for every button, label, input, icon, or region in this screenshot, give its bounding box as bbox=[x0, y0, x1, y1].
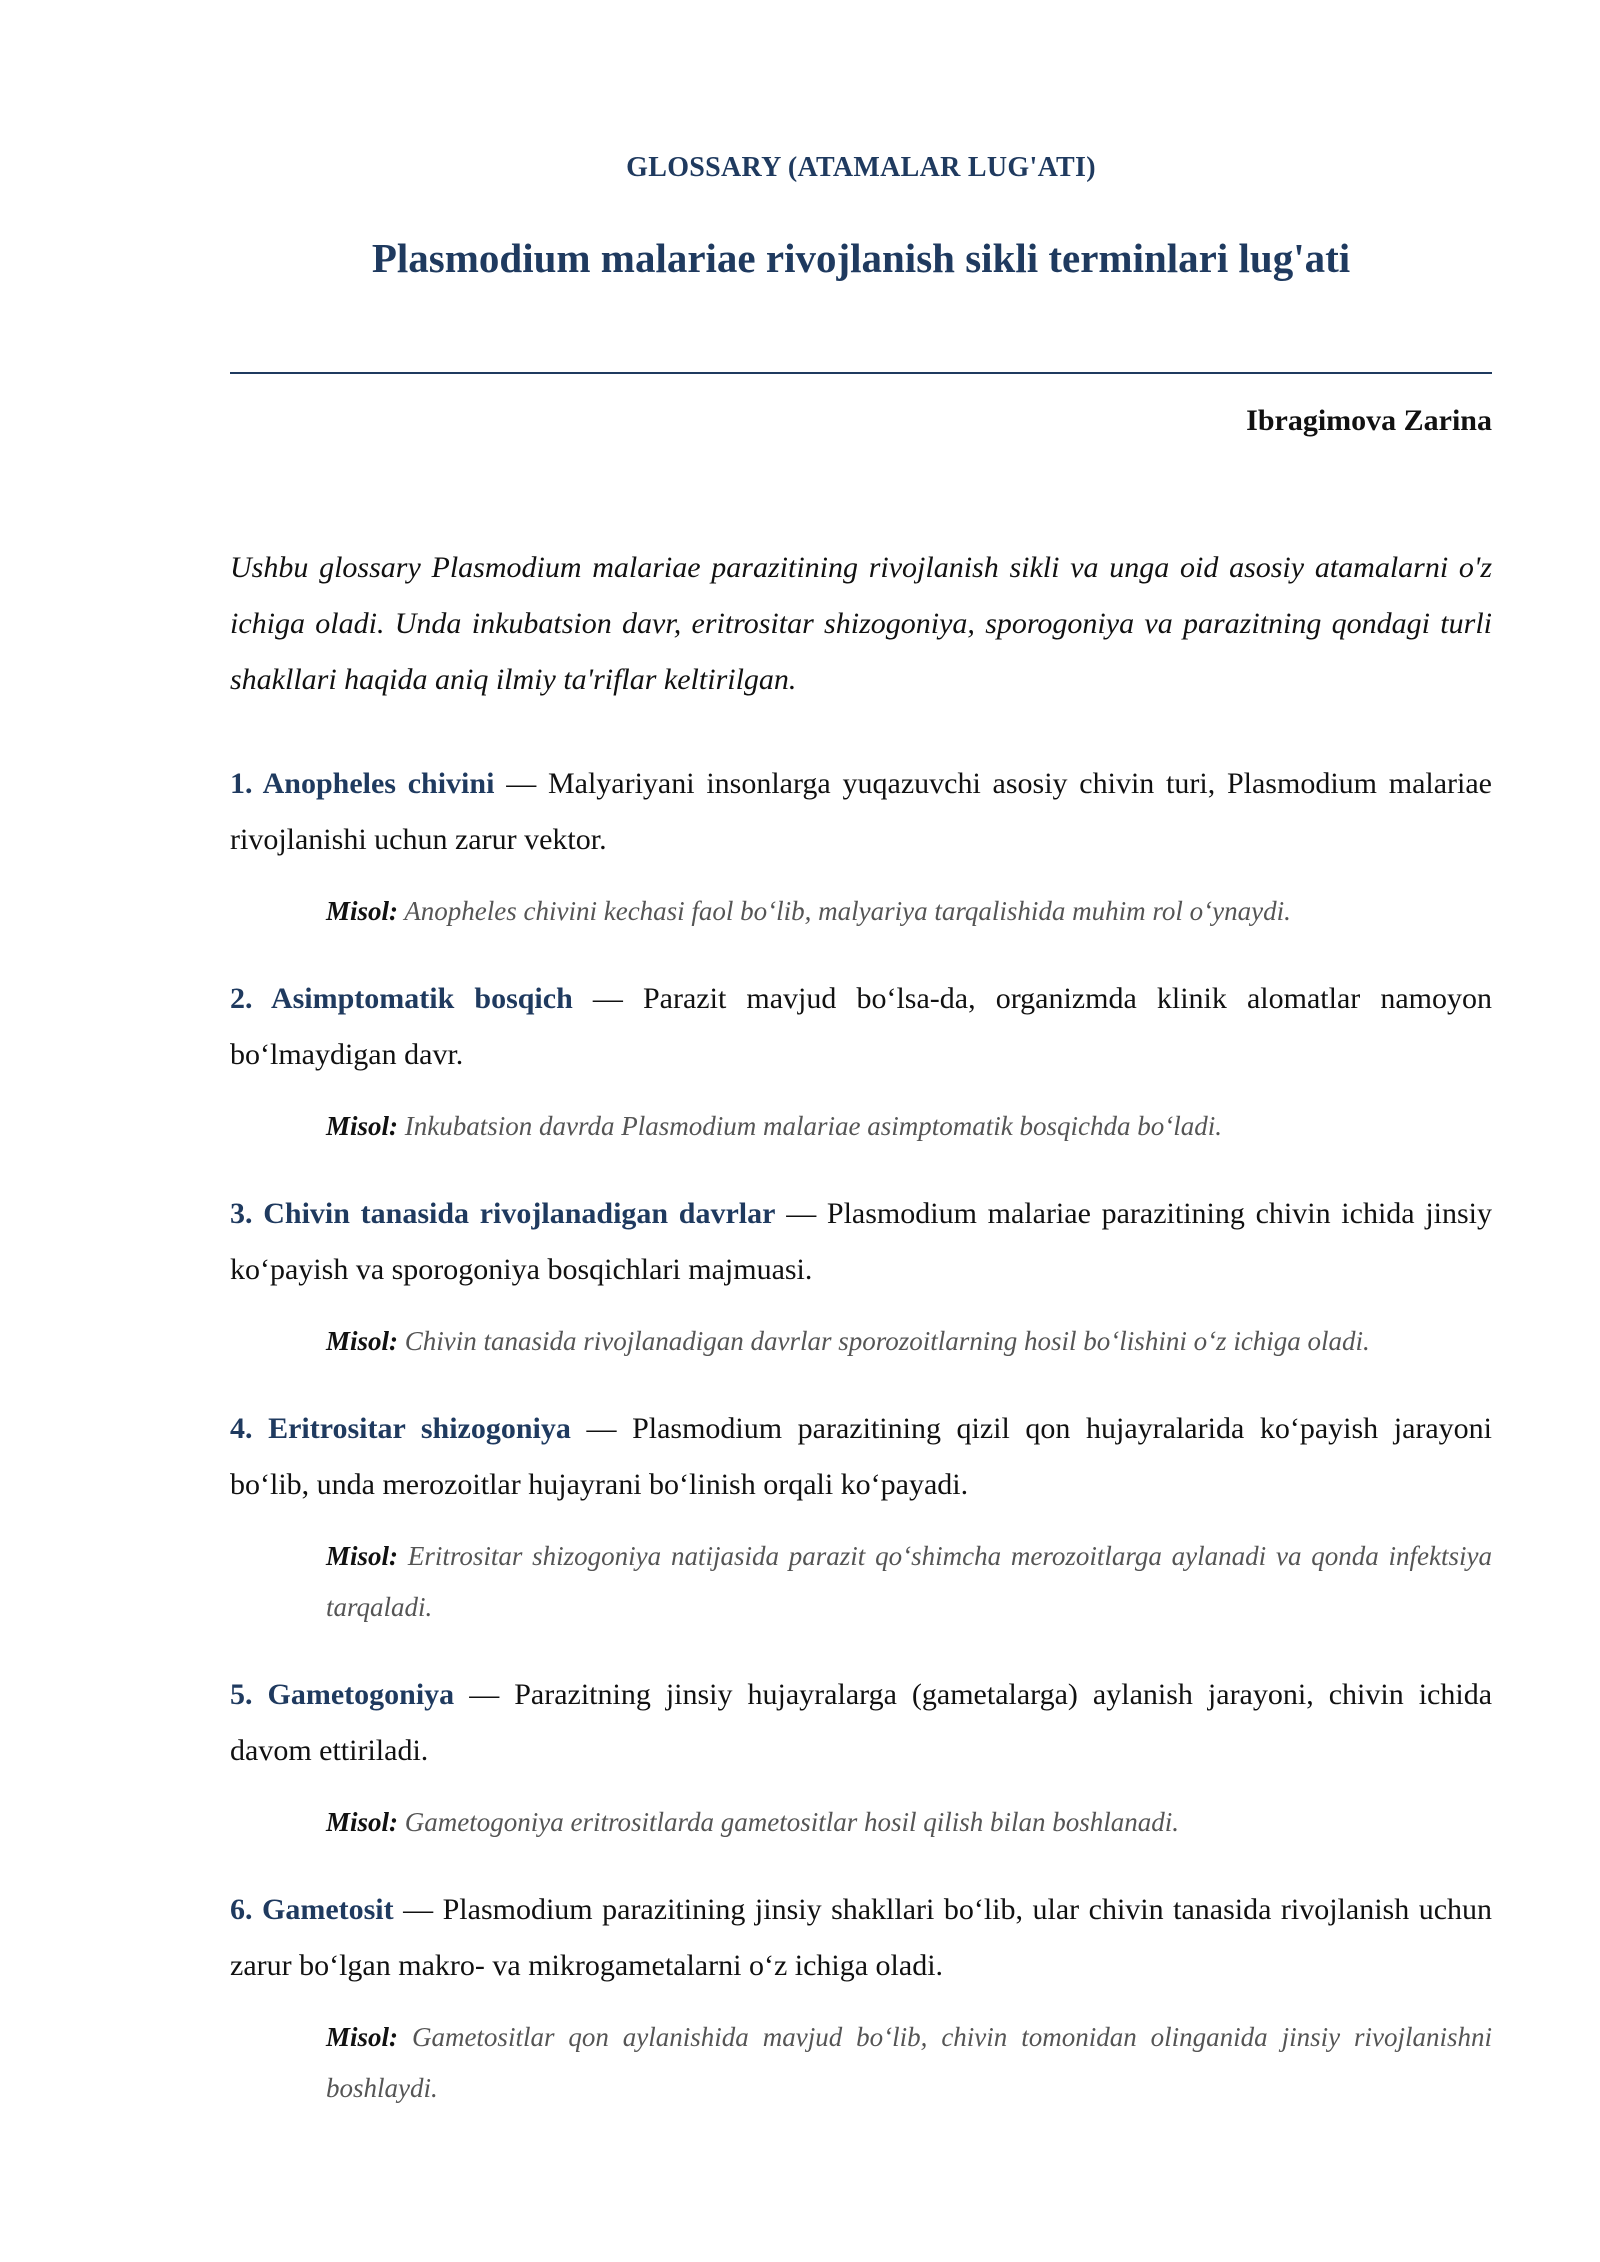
example-label: Misol: bbox=[326, 896, 399, 926]
example-label: Misol: bbox=[326, 1541, 399, 1571]
entry-definition: Malyariyani insonlarga yuqazuvchi asosiy chivin turi, Plasmodium malariae rivojlanishi uchun zarur vektor. bbox=[230, 767, 1493, 856]
entry-dash: — bbox=[506, 767, 537, 800]
example-label: Misol: bbox=[326, 1807, 399, 1837]
entry-example: Eritrositar shizogoniya natijasida parazit qo‘shimcha merozoitlarga aylanadi va qonda infektsiya tarqaladi. bbox=[326, 1541, 1493, 1622]
entry-definition-line bbox=[230, 756, 1492, 868]
glossary-entry bbox=[230, 971, 1492, 1152]
entry-example: Chivin tanasida rivojlanadigan davrlar sporozoitlarning hosil bo‘lishini o‘z ichiga oladi. bbox=[404, 1326, 1370, 1356]
document-label: GLOSSARY (ATAMALAR LUG'ATI) bbox=[626, 152, 1096, 183]
example-label: Misol: bbox=[326, 2022, 399, 2052]
entry-definition-line bbox=[230, 1882, 1492, 1994]
title-divider bbox=[230, 372, 1492, 374]
entry-definition: Plasmodium parazitining jinsiy shakllari bo‘lib, ular chivin tanasida rivojlanish uchun zarur bo‘lgan makro- va mikrogametalarni o‘z ichiga oladi. bbox=[230, 1893, 1493, 1982]
entry-definition: Plasmodium parazitining qizil qon hujayralarida ko‘payish jarayoni bo‘lib, unda merozoitlar hujayrani bo‘linish orqali ko‘payadi. bbox=[230, 1412, 1493, 1501]
entry-term: 1. Anopheles chivini bbox=[230, 767, 495, 800]
entry-example: Anopheles chivini kechasi faol bo‘lib, malyariya tarqalishida muhim rol o‘ynaydi. bbox=[404, 896, 1291, 926]
glossary-entry bbox=[230, 1667, 1492, 1848]
glossary-entry bbox=[230, 1401, 1492, 1633]
entry-example-line bbox=[326, 1531, 1492, 1633]
example-label: Misol: bbox=[326, 1111, 399, 1141]
entry-term: 5. Gametogoniya bbox=[230, 1678, 455, 1711]
entry-example-line bbox=[326, 1101, 1492, 1152]
example-label: Misol: bbox=[326, 1326, 399, 1356]
glossary-entry bbox=[230, 756, 1492, 937]
entry-term: 2. Asimptomatik bosqich bbox=[230, 982, 573, 1015]
entry-definition: Parazitning jinsiy hujayralarga (gametalarga) aylanish jarayoni, chivin ichida davom ettiriladi. bbox=[230, 1678, 1493, 1767]
entry-example-line bbox=[326, 2012, 1492, 2114]
entry-definition: Parazit mavjud bo‘lsa-da, organizmda klinik alomatlar namoyon bo‘lmaydigan davr. bbox=[230, 982, 1493, 1071]
entry-dash: — bbox=[592, 982, 623, 1015]
entry-dash: — bbox=[786, 1197, 817, 1230]
glossary-entry bbox=[230, 1882, 1492, 2114]
entry-term: 6. Gametosit bbox=[230, 1893, 394, 1926]
entry-definition-line bbox=[230, 1186, 1492, 1298]
intro-paragraph: Ushbu glossary Plasmodium malariae parazitining rivojlanish sikli va unga oid asosiy atamalarni o'z ichiga oladi. Unda inkubatsion davr, eritrositar shizogoniya, sporogoniya va parazitning qondagi turli shakllari haqida aniq ilmiy ta'riflar keltirilgan. bbox=[230, 551, 1492, 696]
entry-example-line bbox=[326, 1316, 1492, 1367]
glossary-entry bbox=[230, 1186, 1492, 1367]
document-title: Plasmodium malariae rivojlanish sikli terminlari lug'ati bbox=[371, 235, 1351, 281]
entry-example: Gametositlar qon aylanishida mavjud bo‘lib, chivin tomonidan olinganida jinsiy rivojlanishni boshlaydi. bbox=[326, 2022, 1493, 2103]
glossary-entries bbox=[230, 756, 1492, 2114]
entry-dash: — bbox=[403, 1893, 434, 1926]
entry-term: 4. Eritrositar shizogoniya bbox=[230, 1412, 571, 1445]
entry-definition-line bbox=[230, 971, 1492, 1083]
entry-definition-line bbox=[230, 1401, 1492, 1513]
entry-definition-line bbox=[230, 1667, 1492, 1779]
author-name: Ibragimova Zarina bbox=[1246, 404, 1492, 437]
entry-definition: Plasmodium malariae parazitining chivin ichida jinsiy ko‘payish va sporogoniya bosqichlari majmuasi. bbox=[230, 1197, 1493, 1286]
entry-dash: — bbox=[469, 1678, 500, 1711]
entry-example-line bbox=[326, 886, 1492, 937]
entry-term: 3. Chivin tanasida rivojlanadigan davrlar bbox=[230, 1197, 776, 1230]
entry-example: Gametogoniya eritrositlarda gametositlar hosil qilish bilan boshlanadi. bbox=[404, 1807, 1180, 1837]
entry-example-line bbox=[326, 1797, 1492, 1848]
entry-example: Inkubatsion davrda Plasmodium malariae asimptomatik bosqichda bo‘ladi. bbox=[404, 1111, 1222, 1141]
entry-dash: — bbox=[586, 1412, 617, 1445]
